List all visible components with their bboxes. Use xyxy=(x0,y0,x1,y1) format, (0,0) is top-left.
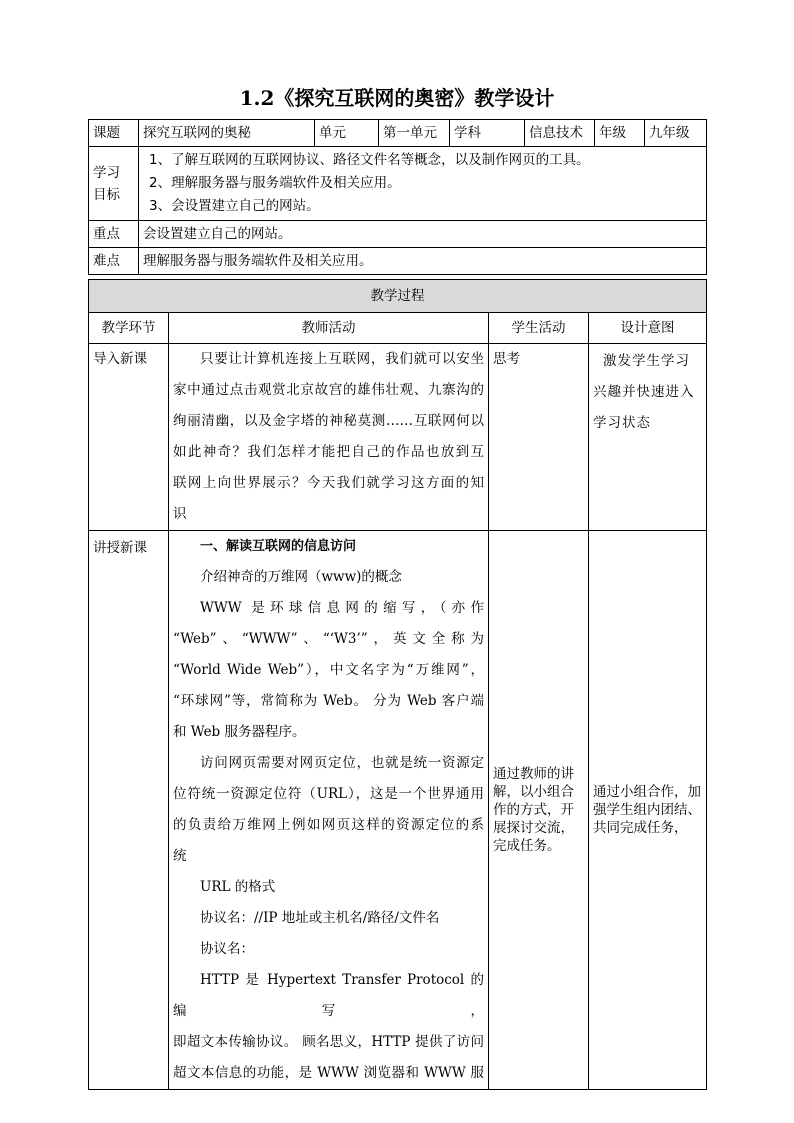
goal-item: 1、了解互联网的互联网协议、路径文件名等概念，以及制作网页的工具。 xyxy=(149,152,590,168)
key-point-row xyxy=(89,221,707,248)
lecture-teacher-activity xyxy=(169,531,489,1090)
text-line: 介绍神奇的万维网（www)的概念 xyxy=(200,569,402,585)
difficulty-value: 理解服务器与服务端软件及相关应用。 xyxy=(139,248,707,275)
text-line: “Web”、“WWW”、“‘W3’”，英文全称为 xyxy=(173,631,484,647)
key-point-value: 会设置建立自己的网站。 xyxy=(139,221,707,248)
text-line: 绚丽清幽，以及金字塔的神秘莫测……互联网何以 xyxy=(173,413,484,429)
text-line: 家中通过点击观赏北京故宫的雄伟壮观、九寨沟的 xyxy=(173,382,484,398)
lecture-row xyxy=(89,531,707,1090)
text-line: WWW 是环球信息网的缩写，（亦作 xyxy=(200,600,484,616)
subject-value: 信息技术 xyxy=(525,120,595,147)
text-line: HTTP 是 Hypertext Transfer Protocol 的编写， xyxy=(173,972,484,1019)
header-stage: 教学环节 xyxy=(89,313,169,344)
course-info-row xyxy=(89,120,707,147)
goal-item: 2、理解服务器与服务端软件及相关应用。 xyxy=(149,175,401,191)
goals-label xyxy=(89,147,139,221)
section-heading: 一、解读互联网的信息访问 xyxy=(200,539,357,554)
unit-label: 单元 xyxy=(315,120,379,147)
intro-student-activity: 思考 xyxy=(489,344,589,531)
text-line: 超文本信息的功能，是 WWW 浏览器和 WWW 服 xyxy=(173,1065,484,1081)
difficulty-label: 难点 xyxy=(89,248,139,275)
text-line: 识 xyxy=(173,506,187,522)
text-line: “World Wide Web”），中文名字为“万维网”， xyxy=(173,662,484,678)
grade-label: 年级 xyxy=(595,120,645,147)
text-line: 协议名： xyxy=(200,941,254,957)
intro-stage: 导入新课 xyxy=(89,344,169,531)
process-table xyxy=(88,279,707,1090)
lecture-design-intent: 通过小组合作，加强学生组内团结、共同完成任务， xyxy=(589,531,707,1090)
header-teacher: 教师活动 xyxy=(169,313,489,344)
goals-row xyxy=(89,147,707,221)
intro-design-intent: 激发学生学习兴趣并快速进入学习状态 xyxy=(589,344,707,531)
goals-label-text: 学习目标 xyxy=(93,164,120,203)
text-line: 即超文本传输协议。 顾名思义，HTTP 提供了访问 xyxy=(173,1034,484,1050)
text-line: 位符统一资源定位符（URL），这是一个世界通用 xyxy=(173,786,484,802)
intro-row xyxy=(89,344,707,531)
goals-list xyxy=(139,147,707,221)
text-line: 如此神奇？我们怎样才能把自己的作品也放到互 xyxy=(173,444,484,460)
grade-value: 九年级 xyxy=(645,120,707,147)
header-intent: 设计意图 xyxy=(589,313,707,344)
difficulty-row xyxy=(89,248,707,275)
text-line: “环球网”等，常简称为 Web。 分为 Web 客户端 xyxy=(173,693,484,709)
lecture-stage: 讲授新课 xyxy=(89,531,169,1090)
key-point-label: 重点 xyxy=(89,221,139,248)
text-line: 和 Web 服务器程序。 xyxy=(173,724,306,740)
process-header-row xyxy=(89,313,707,344)
text-line: 联网上向世界展示？今天我们就学习这方面的知 xyxy=(173,475,484,491)
text-line: 只要让计算机连接上互联网，我们就可以安坐 xyxy=(200,351,484,367)
text-line: 的负责给万维网上例如网页这样的资源定位的系 xyxy=(173,817,484,833)
page-title: 1.2《探究互联网的奥密》教学设计 xyxy=(239,86,555,110)
intro-teacher-activity xyxy=(169,344,489,531)
goal-item: 3、会设置建立自己的网站。 xyxy=(149,198,320,214)
process-title: 教学过程 xyxy=(89,280,707,313)
header-student: 学生活动 xyxy=(489,313,589,344)
text-line: 统 xyxy=(173,848,187,864)
unit-value: 第一单元 xyxy=(379,120,450,147)
info-table xyxy=(88,119,707,275)
course-value: 探究互联网的奥秘 xyxy=(139,120,315,147)
text-line: 协议名：//IP 地址或主机名/路径/文件名 xyxy=(200,910,440,926)
lecture-student-activity: 通过教师的讲解，以小组合作的方式，开展探讨交流，完成任务。 xyxy=(489,531,589,1090)
course-label: 课题 xyxy=(89,120,139,147)
text-line: 访问网页需要对网页定位，也就是统一资源定 xyxy=(200,755,484,771)
text-line: URL 的格式 xyxy=(200,879,276,895)
subject-label: 学科 xyxy=(450,120,525,147)
